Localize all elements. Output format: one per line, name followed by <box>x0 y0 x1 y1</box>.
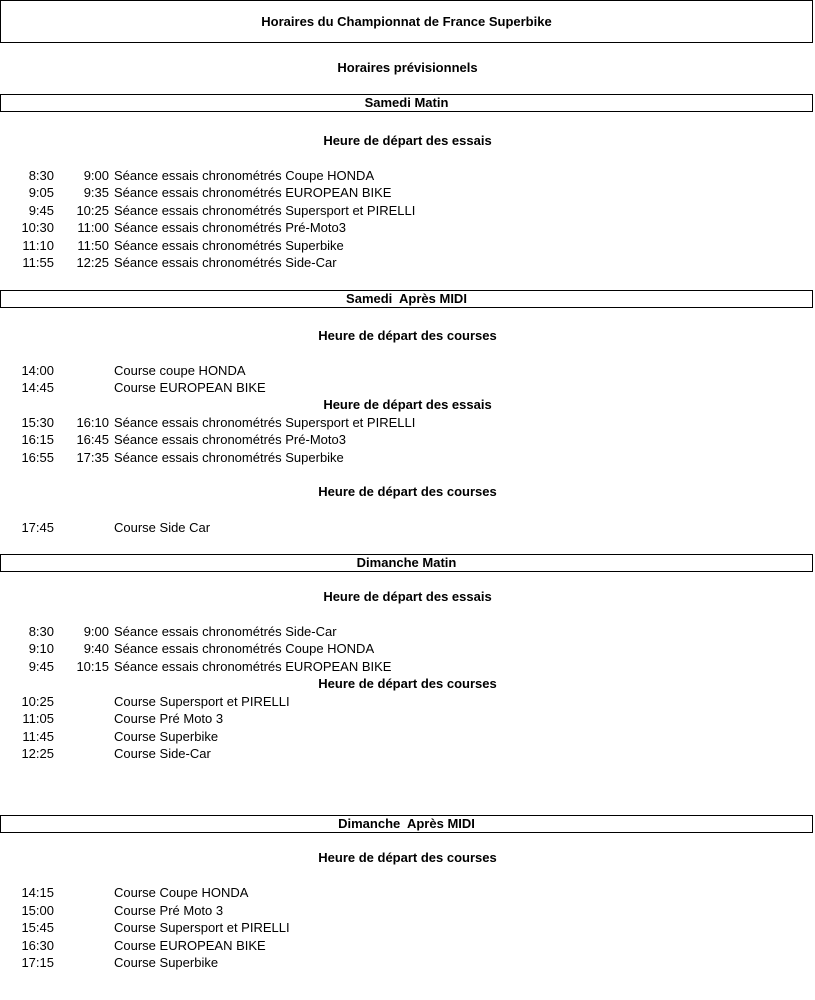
start-time: 11:05 <box>22 711 54 726</box>
section-header-samedi-matin: Samedi Matin <box>0 94 813 112</box>
event-label: Séance essais chronométrés EUROPEAN BIKE <box>114 185 392 200</box>
event-label: Séance essais chronométrés Pré-Moto3 <box>114 220 346 235</box>
event-label: Séance essais chronométrés Side-Car <box>114 624 337 639</box>
start-time: 17:15 <box>21 955 54 970</box>
start-time: 14:00 <box>21 363 54 378</box>
group-heading: Heure de départ des courses <box>318 676 497 691</box>
end-time: 9:00 <box>83 624 109 639</box>
start-time: 16:30 <box>21 938 54 953</box>
end-time: 10:25 <box>76 203 109 218</box>
start-time: 11:45 <box>22 729 54 744</box>
start-time: 10:30 <box>21 220 54 235</box>
section-header-dimanche-matin: Dimanche Matin <box>0 554 813 572</box>
end-time: 11:50 <box>77 238 109 253</box>
start-time: 14:45 <box>21 380 54 395</box>
end-time: 16:10 <box>76 415 109 430</box>
event-label: Course Supersport et PIRELLI <box>114 920 290 935</box>
end-time: 10:15 <box>76 659 109 674</box>
end-time: 9:40 <box>83 641 109 656</box>
event-label: Séance essais chronométrés Coupe HONDA <box>114 168 375 183</box>
event-label: Séance essais chronométrés Coupe HONDA <box>114 641 375 656</box>
start-time: 17:45 <box>21 520 54 535</box>
event-label: Séance essais chronométrés Superbike <box>114 450 344 465</box>
event-label: Course Pré Moto 3 <box>114 711 224 726</box>
start-time: 8:30 <box>28 168 54 183</box>
end-time: 11:00 <box>77 220 109 235</box>
end-time: 16:45 <box>76 432 109 447</box>
event-label: Course Coupe HONDA <box>114 885 249 900</box>
section-header-samedi-apres-midi: Samedi Après MIDI <box>0 290 813 308</box>
group-heading: Heure de départ des essais <box>323 397 492 412</box>
end-time: 17:35 <box>76 450 109 465</box>
start-time: 11:10 <box>22 238 54 253</box>
event-label: Course EUROPEAN BIKE <box>114 380 266 395</box>
event-label: Course Supersport et PIRELLI <box>114 694 290 709</box>
start-time: 9:10 <box>28 641 54 656</box>
end-time: 12:25 <box>76 255 109 270</box>
start-time: 9:45 <box>28 659 54 674</box>
event-label: Course Superbike <box>114 955 219 970</box>
event-label: Séance essais chronométrés Superbike <box>114 238 344 253</box>
start-time: 11:55 <box>22 255 54 270</box>
event-label: Séance essais chronométrés Supersport et PIRELLI <box>114 203 416 218</box>
section-header-dimanche-apres-midi: Dimanche Après MIDI <box>0 815 813 833</box>
group-heading: Heure de départ des essais <box>323 589 492 604</box>
end-time: 9:00 <box>83 168 109 183</box>
event-label: Course Pré Moto 3 <box>114 903 224 918</box>
start-time: 15:30 <box>21 415 54 430</box>
event-label: Séance essais chronométrés Side-Car <box>114 255 337 270</box>
document-title: Horaires du Championnat de France Superbike <box>0 0 813 43</box>
group-heading: Heure de départ des courses <box>318 484 497 499</box>
start-time: 15:00 <box>21 903 54 918</box>
group-heading: Heure de départ des courses <box>318 850 497 865</box>
start-time: 16:55 <box>21 450 54 465</box>
event-label: Séance essais chronométrés Supersport et PIRELLI <box>114 415 416 430</box>
start-time: 16:15 <box>21 432 54 447</box>
subtitle: Horaires prévisionnels <box>337 60 478 75</box>
event-label: Course Superbike <box>114 729 219 744</box>
start-time: 14:15 <box>21 885 54 900</box>
start-time: 12:25 <box>21 746 54 761</box>
event-label: Course Side Car <box>114 520 211 535</box>
event-label: Séance essais chronométrés EUROPEAN BIKE <box>114 659 392 674</box>
group-heading: Heure de départ des courses <box>318 328 497 343</box>
start-time: 10:25 <box>21 694 54 709</box>
start-time: 8:30 <box>28 624 54 639</box>
group-heading: Heure de départ des essais <box>323 133 492 148</box>
end-time: 9:35 <box>83 185 109 200</box>
start-time: 15:45 <box>21 920 54 935</box>
event-label: Course coupe HONDA <box>114 363 246 378</box>
event-label: Séance essais chronométrés Pré-Moto3 <box>114 432 346 447</box>
event-label: Course EUROPEAN BIKE <box>114 938 266 953</box>
event-label: Course Side-Car <box>114 746 211 761</box>
start-time: 9:05 <box>28 185 54 200</box>
start-time: 9:45 <box>28 203 54 218</box>
